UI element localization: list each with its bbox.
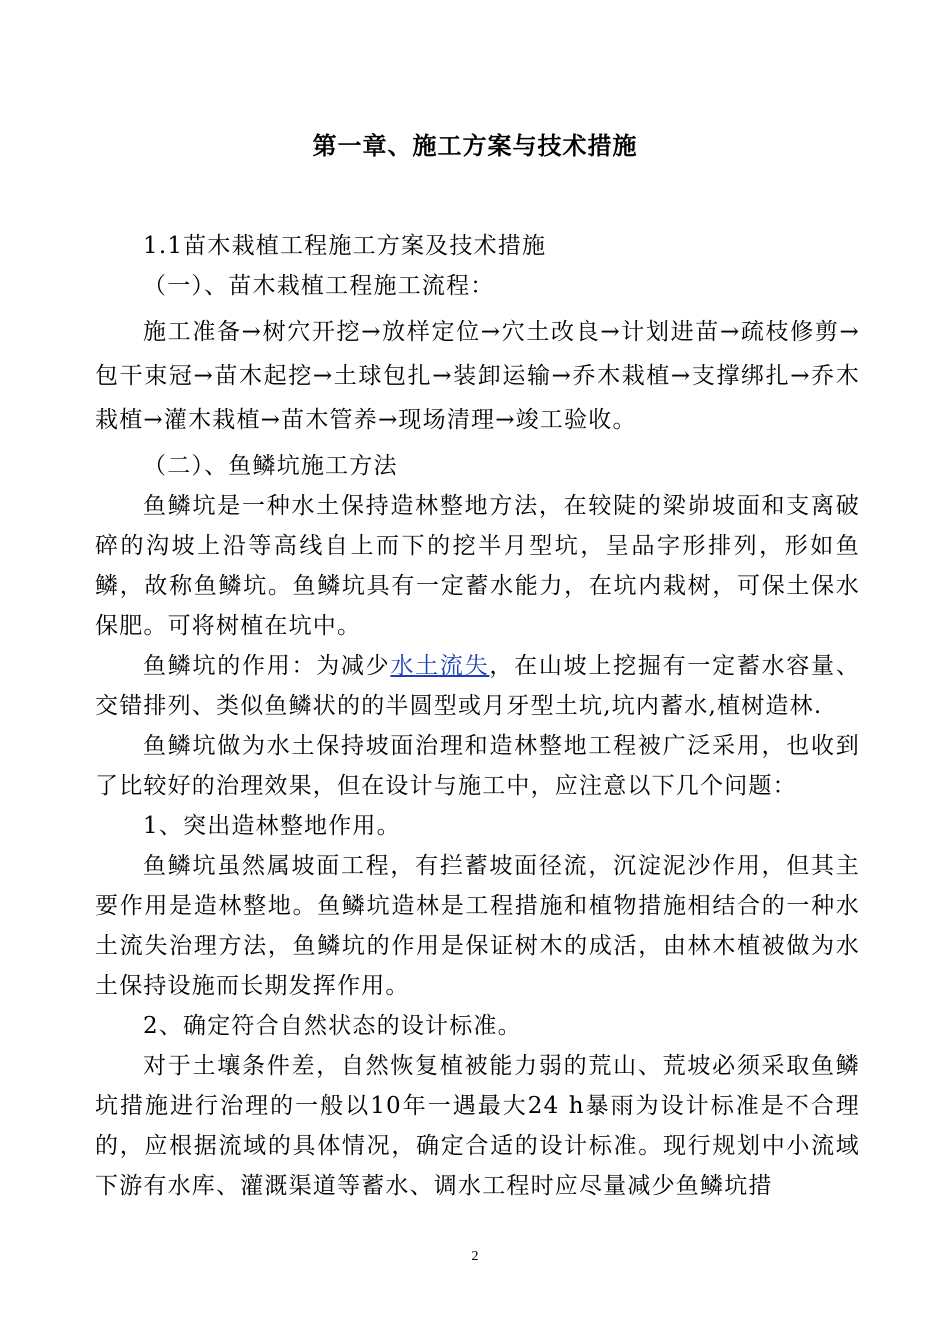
section-heading: 1.1苗木栽植工程施工方案及技术措施 — [143, 233, 547, 259]
paragraph-fish-scale-pit-definition: 鱼鳞坑是一种水土保持造林整地方法，在较陡的梁峁坡面和支离破碎的沟坡上沿等高线自上而下的挖半月型坑，呈品字形排列，形如鱼鳞，故称鱼鳞坑。鱼鳞坑具有一定蓄水能力，在坑内栽树，可保土保水保肥。可将树植在坑中。 — [95, 493, 860, 639]
function-text-after-link: ，在山坡上挖掘有一定蓄水容量、交错排列、类似鱼鳞状的的半圆型或月牙型土坑,坑内蓄水,植树造林. — [95, 653, 861, 719]
sub-heading-construction-flow: （一）、苗木栽植工程施工流程： — [143, 273, 495, 299]
paragraph-application-notes: 鱼鳞坑做为水土保持坡面治理和造林整地工程被广泛采用，也收到了比较好的治理效果，但在设计与施工中，应注意以下几个问题： — [95, 733, 860, 799]
paragraph-point-2: 对于土壤条件差，自然恢复植被能力弱的荒山、荒坡必须采取鱼鳞坑措施进行治理的一般以10年一遇最大24 h暴雨为设计标准是不合理的，应根据流域的具体情况，确定合适的设计标准。现行规划中小流域下游有水库、灌溉渠道等蓄水、调水工程时应尽量减少鱼鳞坑措 — [95, 1053, 860, 1199]
document-body — [95, 226, 860, 1206]
soil-erosion-link[interactable]: 水土流失 — [390, 653, 490, 679]
paragraph-fish-scale-pit-function — [95, 646, 860, 726]
chapter-title: 第一章、施工方案与技术措施 — [312, 131, 638, 160]
construction-flow-text: 施工准备→树穴开挖→放样定位→穴土改良→计划进苗→疏枝修剪→包干束冠→苗木起挖→土球包扎→装卸运输→乔木栽植→支撑绑扎→乔木栽植→灌木栽植→苗木管养→现场清理→竣工验收。 — [95, 319, 860, 433]
paragraph-point-1: 鱼鳞坑虽然属坡面工程，有拦蓄坡面径流，沉淀泥沙作用，但其主要作用是造林整地。鱼鳞坑造林是工程措施和植物措施相结合的一种水土流失治理方法，鱼鳞坑的作用是保证树木的成活，由林木植被做为水土保持设施而长期发挥作用。 — [95, 853, 860, 999]
point-2-heading: 2、确定符合自然状态的设计标准。 — [143, 1013, 522, 1039]
sub-heading-fish-scale-pit: （二）、鱼鳞坑施工方法 — [143, 453, 398, 479]
point-1-heading: 1、突出造林整地作用。 — [143, 813, 401, 839]
page-number: 2 — [471, 1249, 479, 1264]
function-text-before-link: 鱼鳞坑的作用：为减少 — [143, 653, 391, 679]
